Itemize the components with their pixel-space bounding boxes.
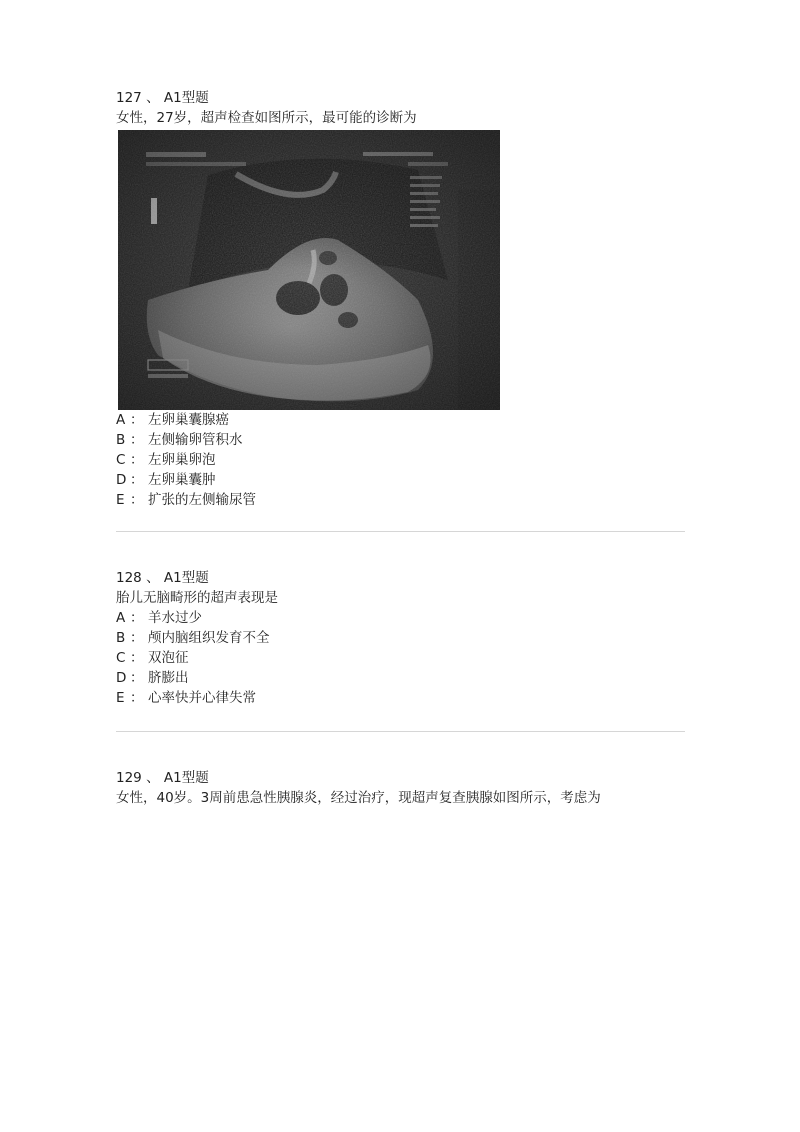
question-divider: [116, 531, 685, 532]
question-number: 128: [116, 570, 142, 586]
option-text: 左卵巢囊肿: [148, 472, 216, 488]
option-e[interactable]: E ： 扩张的左侧输尿管: [116, 492, 256, 508]
question-127: [116, 88, 686, 510]
option-b[interactable]: B ： 颅内脑组织发育不全: [116, 630, 270, 646]
option-text: 脐膨出: [148, 670, 189, 686]
option-c[interactable]: C ： 左卵巢卵泡: [116, 452, 216, 468]
question-header: [116, 768, 686, 788]
option-e[interactable]: E ： 心率快并心律失常: [116, 690, 256, 706]
question-type: A1型题: [163, 770, 209, 786]
question-type: A1型题: [163, 90, 209, 106]
question-number: 129: [116, 770, 142, 786]
question-128: [116, 568, 686, 708]
option-text: 左卵巢卵泡: [148, 452, 216, 468]
question-separator: 、: [146, 570, 160, 586]
question-stem: 女性，27岁，超声检查如图所示，最可能的诊断为: [116, 110, 417, 126]
option-d[interactable]: D ： 脐膨出: [116, 670, 189, 686]
option-text: 左卵巢囊腺癌: [148, 412, 229, 428]
option-text: 羊水过少: [148, 610, 202, 626]
option-text: 左侧输卵管积水: [148, 432, 243, 448]
option-a[interactable]: A ： 左卵巢囊腺癌: [116, 412, 229, 428]
question-separator: 、: [146, 770, 160, 786]
question-header: [116, 568, 686, 588]
options-list: [116, 608, 686, 708]
question-type: A1型题: [163, 570, 209, 586]
option-text: 双泡征: [148, 650, 189, 666]
question-separator: 、: [146, 90, 160, 106]
option-d[interactable]: D ： 左卵巢囊肿: [116, 472, 216, 488]
option-b[interactable]: B ： 左侧输卵管积水: [116, 432, 243, 448]
question-stem: 胎儿无脑畸形的超声表现是: [116, 590, 278, 606]
option-a[interactable]: A ： 羊水过少: [116, 610, 202, 626]
question-header: [116, 88, 686, 108]
question-129: [116, 768, 686, 808]
ultrasound-image: [118, 130, 500, 410]
question-divider: [116, 731, 685, 732]
option-c[interactable]: C ： 双泡征: [116, 650, 189, 666]
option-text: 心率快并心律失常: [148, 690, 256, 706]
options-list: [116, 410, 686, 510]
question-stem: 女性，40岁。3周前患急性胰腺炎，经过治疗，现超声复查胰腺如图所示，考虑为: [116, 790, 601, 806]
option-text: 颅内脑组织发育不全: [148, 630, 270, 646]
option-text: 扩张的左侧输尿管: [148, 492, 256, 508]
question-number: 127: [116, 90, 142, 106]
